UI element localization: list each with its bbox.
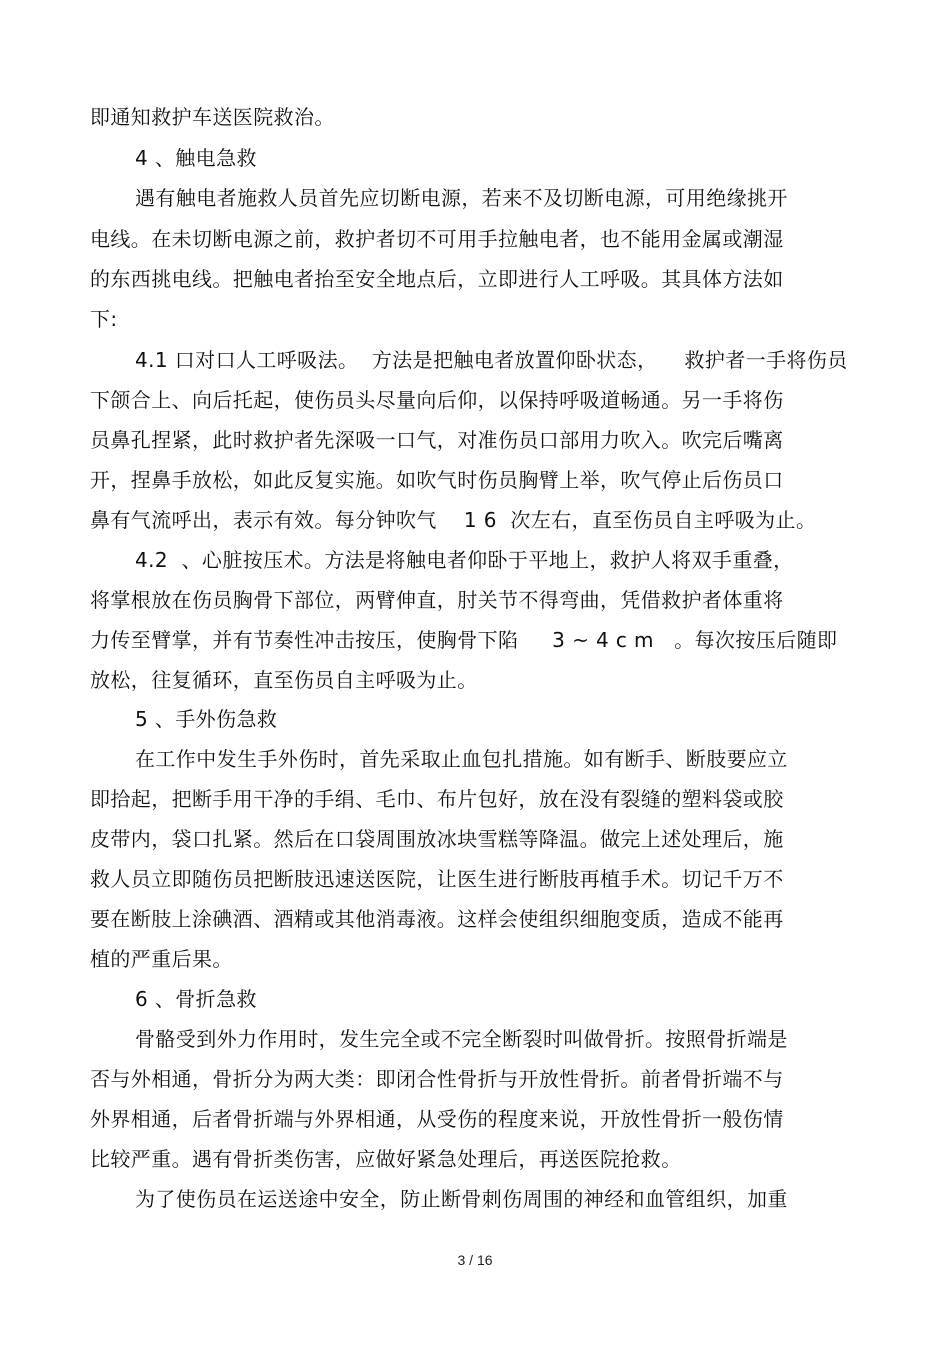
text-line: 否与外相通，骨折分为两大类：即闭合性骨折与开放性骨折。前者骨折端不与 xyxy=(90,1067,784,1091)
text-line: 救人员立即随伤员把断肢迅速送医院，让医生进行断肢再植手术。切记千万不 xyxy=(90,867,784,891)
section-heading-5: 5 、手外伤急救 xyxy=(135,707,278,731)
text-line: 员鼻孔捏紧，此时救护者先深吸一口气，对准伤员口部用力吹入。吹完后嘴离 xyxy=(90,428,784,452)
text-line: 骨骼受到外力作用时，发生完全或不完全断裂时叫做骨折。按照骨折端是 xyxy=(135,1027,788,1051)
text-line: 4.2 、心脏按压术。方法是将触电者仰卧于平地上，救护人将双手重叠， xyxy=(135,548,794,572)
section-heading-4: 4 、触电急救 xyxy=(135,146,257,170)
text-line: 的东西挑电线。把触电者抬至安全地点后，立即进行人工呼吸。其具体方法如 xyxy=(90,267,784,291)
text-line: 植的严重后果。 xyxy=(90,947,233,971)
text-line: 比较严重。遇有骨折类伤害，应做好紧急处理后，再送医院抢救。 xyxy=(90,1147,682,1171)
text-line: 外界相通，后者骨折端与外界相通，从受伤的程度来说，开放性骨折一般伤情 xyxy=(90,1107,784,1131)
text-line: 电线。在未切断电源之前，救护者切不可用手拉触电者，也不能用金属或潮湿 xyxy=(90,227,784,251)
text-line: 下: xyxy=(90,307,118,331)
text-line: 将掌根放在伤员胸骨下部位，两臂伸直，肘关节不得弯曲，凭借救护者体重将 xyxy=(90,588,784,612)
text-line: 遇有触电者施救人员首先应切断电源，若来不及切断电源，可用绝缘挑开 xyxy=(135,186,788,210)
text-line: 为了使伤员在运送途中安全，防止断骨刺伤周围的神经和血管组织，加重 xyxy=(135,1187,788,1211)
text-line: 开，捏鼻手放松，如此反复实施。如吹气时伤员胸臂上举，吹气停止后伤员口 xyxy=(90,468,784,492)
text-line: 要在断肢上涂碘酒、酒精或其他消毒液。这样会使组织细胞变质，造成不能再 xyxy=(90,907,784,931)
text-line: 4.1 口对口人工呼吸法。 方法是把触电者放置仰卧状态， 救护者一手将伤员 xyxy=(135,348,848,372)
text-line: 在工作中发生手外伤时，首先采取止血包扎措施。如有断手、断肢要应立 xyxy=(135,747,788,771)
text-line: 即拾起，把断手用干净的手绢、毛巾、布片包好，放在没有裂缝的塑料袋或胶 xyxy=(90,787,784,811)
text-line: 力传至臂掌，并有节奏性冲击按压，使胸骨下陷 3 ~ 4 c m 。每次按压后随即 xyxy=(90,628,838,652)
text-line: 皮带内，袋口扎紧。然后在口袋周围放冰块雪糕等降温。做完上述处理后，施 xyxy=(90,827,784,851)
section-heading-6: 6 、骨折急救 xyxy=(135,987,257,1011)
text-line: 鼻有气流呼出，表示有效。每分钟吹气 1 6 次左右，直至伤员自主呼吸为止。 xyxy=(90,508,817,532)
text-line: 放松，往复循环，直至伤员自主呼吸为止。 xyxy=(90,668,478,692)
page-number: 3 / 16 xyxy=(457,1252,493,1268)
text-line: 即通知救护车送医院救治。 xyxy=(90,105,335,129)
text-line: 下颌合上、向后托起，使伤员头尽量向后仰，以保持呼吸道畅通。另一手将伤 xyxy=(90,388,784,412)
